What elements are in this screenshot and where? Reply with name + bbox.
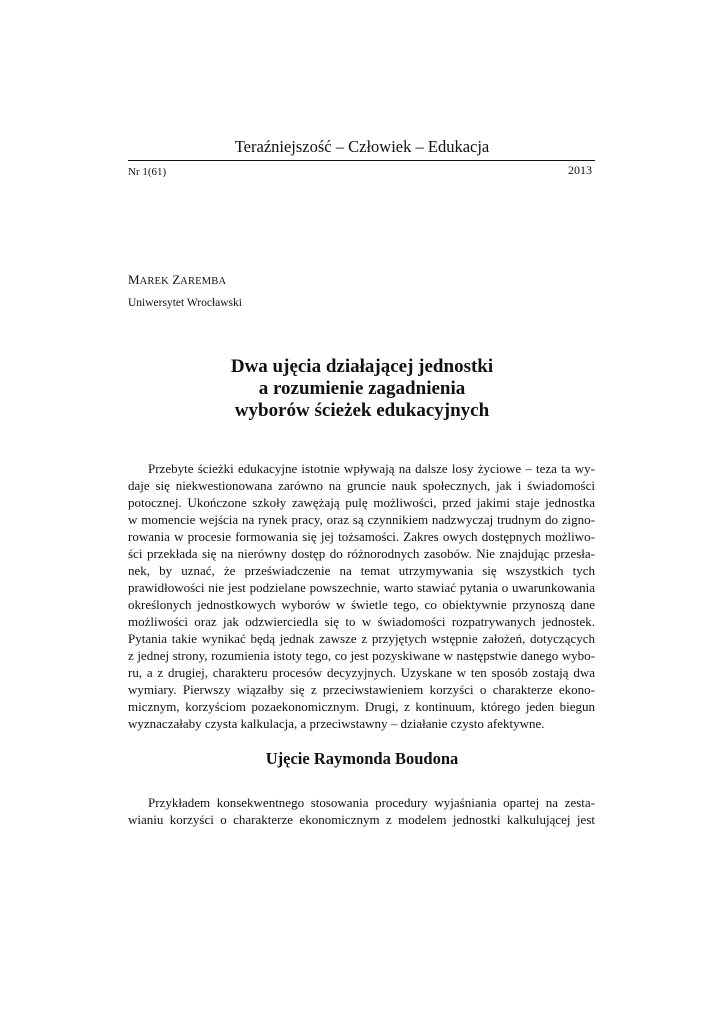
header-rule — [128, 160, 595, 161]
author-last-rest: AREMBA — [180, 276, 227, 287]
abstract-line: w momencie wejścia na rynek pracy, oraz są czynnikiem nadzwyczaj trudnym do zigno- — [128, 512, 595, 527]
article-title-line: Dwa ujęcia działającej jednostki — [230, 356, 494, 377]
author-first-rest: AREK — [139, 276, 169, 287]
abstract-line: nek, by uznać, że przeświadczenie na temat utrzymywania się wszystkich tych — [128, 563, 595, 578]
abstract-line: wymiary. Pierwszy wiązałby się z przeciwstawieniem korzyści o charakterze ekono- — [128, 682, 595, 697]
abstract-line: ści przekłada się na nierówny dostęp do różnorodnych zasobów. Nie znajdując przesła- — [128, 546, 595, 561]
issue-number: Nr 1(61) — [128, 166, 167, 178]
abstract-line: możliwości oraz jak odzwierciedla się to w świadomości rozpatrywanych jednostek. — [128, 614, 595, 629]
abstract-line: Przebyte ścieżki edukacyjne istotnie wpływają na dalsze losy życiowe – teza ta wy- — [148, 461, 595, 476]
author-name — [128, 272, 226, 288]
abstract-line: Pytania takie wynikać będą jednak zawsze z przyjętych wstępnie założeń, dotyczących — [128, 631, 595, 646]
abstract-line: micznym, korzyściom pozaekonomicznym. Drugi, z kontinuum, którego jeden biegun — [128, 699, 595, 714]
author-affiliation: Uniwersytet Wrocławski — [128, 297, 242, 309]
author-first-initial: M — [128, 272, 140, 287]
abstract-line: ru, a z drugiej, charakteru procesów decyzyjnych. Uzyskane w ten sposób zostają dwa — [128, 665, 595, 680]
article-title — [0, 356, 724, 422]
abstract-line: rowania w procesie formowania się jej tożsamości. Zakres owych dostępnych możliwo- — [128, 529, 595, 544]
abstract-line: potocznej. Ukończone szkoły zawężają pulę możliwości, przed jakimi staje jednostka — [128, 495, 595, 510]
abstract-line: wyznaczałaby czysta kalkulacja, a przeciwstawny – działanie czysto afektywne. — [128, 716, 545, 731]
article-title-line: a rozumienie zagadnienia — [258, 378, 466, 399]
section-heading: Ujęcie Raymonda Boudona — [265, 749, 459, 768]
abstract-line: prawidłowości nie jest podzielane powszechnie, warto stawiać pytania o uwarunkowania — [128, 580, 595, 595]
abstract-line: z jednej strony, rozumienia istoty tego, co jest pozyskiwane w następstwie danego wybo- — [128, 648, 595, 663]
author-last-initial: Z — [172, 272, 181, 287]
section-line: wianiu korzyści o charakterze ekonomicznym z modelem jednostki kalkulującej jest — [128, 812, 595, 827]
section-line: Przykładem konsekwentnego stosowania procedury wyjaśniania opartej na zesta- — [148, 795, 595, 810]
journal-title: Teraźniejszość – Człowiek – Edukacja — [234, 137, 490, 156]
publication-year: 2013 — [568, 163, 592, 177]
abstract-line: określonych jednostkowych wyborów w świetle tego, co obiektywnie przynoszą dane — [128, 597, 595, 612]
abstract-line: daje się niekwestionowana zarówno na gruncie nauk społecznych, jak i świadomości — [128, 478, 595, 493]
article-title-line: wyborów ścieżek edukacyjnych — [234, 400, 490, 421]
